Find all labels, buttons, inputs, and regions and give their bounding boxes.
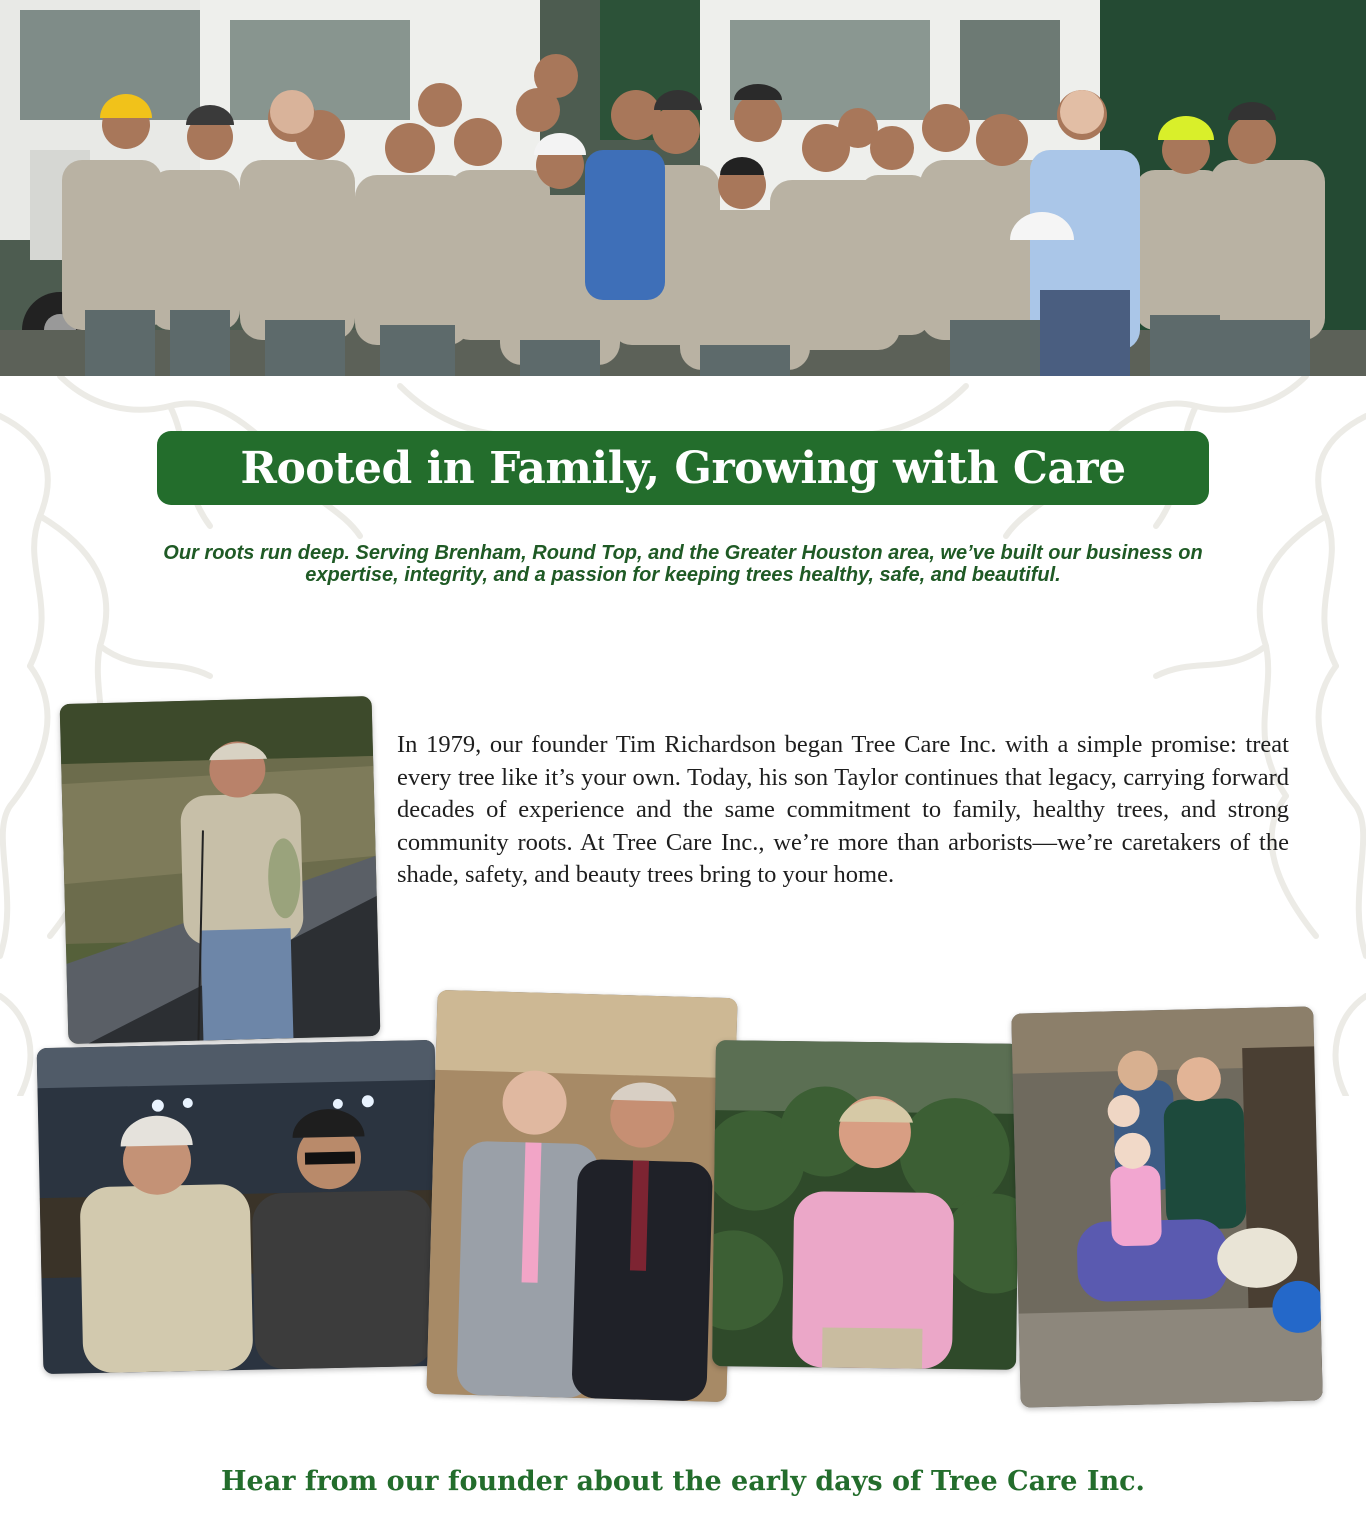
suits-photo-illustration [426, 990, 737, 1402]
garden-photo-illustration [712, 1040, 1020, 1370]
concert-photo-illustration [37, 1040, 442, 1374]
company-story-paragraph: In 1979, our founder Tim Richardson began Tree Care Inc. with a simple promise: treat every tree like it’s your own. Today, his son Taylor continues that legacy, carrying forward decades of experience and the same commitment to family, healthy trees, and strong community roots. At Tree Care Inc., we’re more than arborists—we’re caretakers of the shade, safety, and beauty trees bring to your home. [397, 731, 1289, 888]
pony-photo-illustration [1011, 1006, 1323, 1407]
page-title: Rooted in Family, Growing with Care [240, 442, 1126, 494]
team-photo-illustration [0, 0, 1366, 376]
father-son-suits-photo [426, 990, 737, 1402]
fishing-photo-illustration [60, 696, 381, 1044]
founder-video-cta: Hear from our founder about the early days of Tree Care Inc. [221, 1466, 1145, 1497]
page-title-banner [157, 431, 1209, 505]
concert-photo [37, 1040, 442, 1374]
team-hero-photo [0, 0, 1366, 376]
intro-subtitle: Our roots run deep. Serving Brenham, Round Top, and the Greater Houston area, we’ve built our business on expertise, integrity, and a passion for keeping trees healthy, safe, and beautiful. [163, 542, 1203, 586]
founder-garden-photo [712, 1040, 1020, 1370]
founder-fishing-photo [60, 696, 381, 1044]
family-pony-photo [1011, 1006, 1323, 1407]
